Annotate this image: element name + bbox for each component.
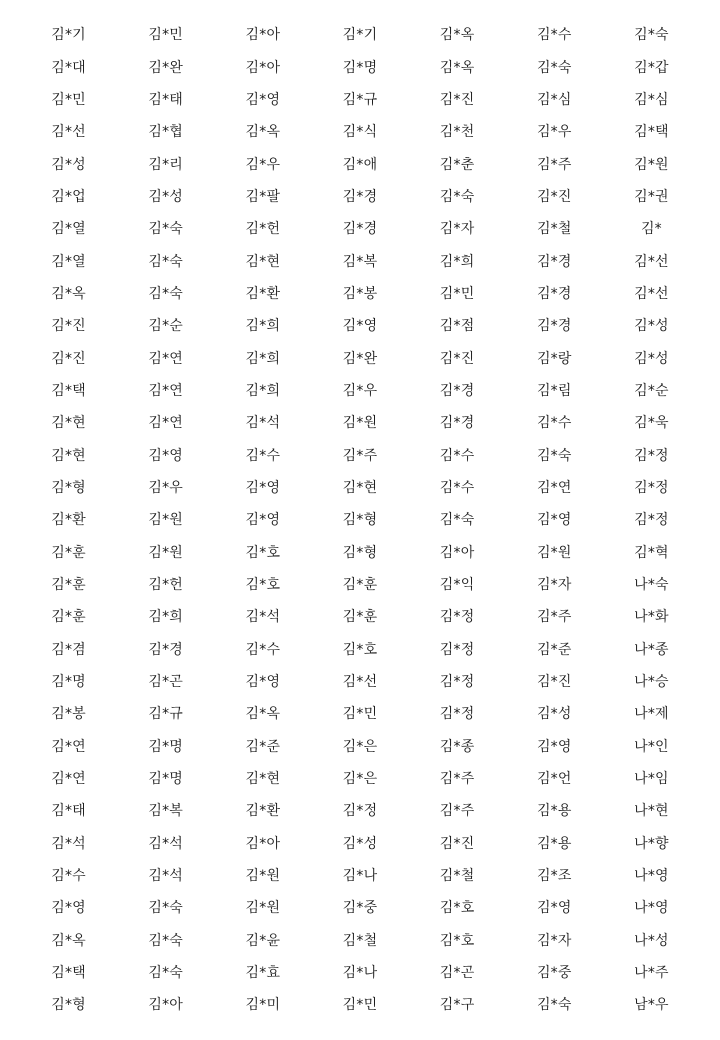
name-cell: 김*아 [245,27,281,44]
name-cell: 김*기 [51,27,86,44]
name-cell: 김*철 [536,221,572,238]
name-cell: 김*훈 [342,609,378,626]
name-cell: 김*헌 [245,221,281,238]
name-cell: 김*정 [342,803,378,820]
name-cell: 김*옥 [51,285,86,302]
name-cell: 김*윤 [245,932,281,949]
name-cell: 나*주 [634,965,669,982]
name-cell: 김*랑 [536,350,572,367]
name-cell: 김*성 [148,188,184,205]
name-cell: 김*봉 [51,706,86,723]
name-cell: 김*철 [439,868,475,885]
name-cell: 김*경 [342,221,378,238]
name-cell: 김*숙 [536,447,572,464]
name-cell: 김*성 [634,318,669,335]
name-cell: 김*원 [148,544,184,561]
name-cell: 김*겸 [51,641,86,658]
name-cell: 김*진 [536,188,572,205]
name-cell: 김*주 [439,803,475,820]
name-cell: 김*복 [342,253,378,270]
name-cell: 김*연 [536,479,572,496]
name-cell: 김*영 [148,447,184,464]
name-cell: 김*나 [342,965,378,982]
name-cell: 김*정 [439,609,475,626]
name-cell: 김*점 [439,318,475,335]
name-cell: 김*곤 [148,674,184,691]
name-cell: 김*우 [342,382,378,399]
name-cell: 김*옥 [439,59,475,76]
name-cell: 김*열 [51,253,86,270]
name-cell: 김*연 [51,738,86,755]
name-cell: 김*명 [148,771,184,788]
name-cell: 김*수 [536,415,572,432]
name-cell: 김*영 [245,479,281,496]
name-cell: 김*원 [148,512,184,529]
name-cell: 김*호 [342,641,378,658]
name-cell: 김*자 [536,932,572,949]
name-cell: 김*준 [245,738,281,755]
name-cell: 김*주 [536,156,572,173]
name-cell: 김*민 [51,91,86,108]
name-cell: 나*제 [634,706,669,723]
name-cell: 김*혁 [634,544,669,561]
name-cell: 김*원 [245,868,281,885]
name-cell: 김*완 [342,350,378,367]
name-cell: 김* [640,221,662,238]
name-cell: 김*희 [245,382,281,399]
name-cell: 김*민 [342,706,378,723]
name-cell: 김*호 [245,544,281,561]
name-cell: 김*선 [634,253,669,270]
name-cell: 김*수 [245,447,281,464]
name-cell: 김*철 [342,932,378,949]
name-cell: 김*봉 [342,285,378,302]
name-cell: 김*심 [634,91,669,108]
name-cell: 나*화 [634,609,669,626]
name-cell: 김*호 [439,932,475,949]
name-cell: 김*경 [536,253,572,270]
name-cell: 김*정 [634,479,669,496]
name-cell: 김*환 [245,285,281,302]
name-cell: 김*진 [439,350,475,367]
name-cell: 김*경 [342,188,378,205]
name-cell: 김*훈 [342,577,378,594]
name-cell: 김*환 [51,512,86,529]
name-cell: 김*수 [439,479,475,496]
name-cell: 나*승 [634,674,669,691]
name-cell: 김*애 [342,156,378,173]
name-cell: 김*경 [439,415,475,432]
name-cell: 김*열 [51,221,86,238]
name-cell: 김*천 [439,124,475,141]
name-cell: 김*우 [245,156,281,173]
name-cell: 김*규 [148,706,184,723]
name-cell: 김*형 [342,544,378,561]
name-cell: 김*규 [342,91,378,108]
name-cell: 김*성 [634,350,669,367]
name-cell: 김*숙 [148,932,184,949]
name-cell: 김*석 [51,835,86,852]
name-cell: 김*훈 [51,609,86,626]
name-cell: 김*리 [148,156,184,173]
name-cell: 김*숙 [148,285,184,302]
name-cell: 김*주 [342,447,378,464]
name-cell: 김*구 [439,997,475,1014]
name-cell: 김*현 [51,415,86,432]
name-cell: 김*형 [51,997,86,1014]
name-cell: 김*호 [439,900,475,917]
name-cell: 나*성 [634,932,669,949]
name-cell: 김*호 [245,577,281,594]
name-cell: 김*효 [245,965,281,982]
name-cell: 나*종 [634,641,669,658]
name-cell: 김*춘 [439,156,475,173]
name-cell: 김*권 [634,188,669,205]
name-cell: 김*원 [342,415,378,432]
name-cell: 남*우 [634,997,669,1014]
name-cell: 김*조 [536,868,572,885]
name-cell: 김*숙 [536,59,572,76]
name-list-grid [20,19,700,1022]
name-cell: 김*희 [148,609,184,626]
name-cell: 나*현 [634,803,669,820]
name-cell: 나*인 [634,738,669,755]
name-cell: 김*심 [536,91,572,108]
name-cell: 김*숙 [148,253,184,270]
name-cell: 나*임 [634,771,669,788]
name-cell: 김*현 [245,253,281,270]
name-cell: 김*선 [342,674,378,691]
name-cell: 김*식 [342,124,378,141]
name-cell: 김*민 [439,285,475,302]
name-cell: 김*훈 [51,577,86,594]
name-cell: 김*석 [245,609,281,626]
name-cell: 김*옥 [245,124,281,141]
name-cell: 나*영 [634,900,669,917]
name-cell: 김*영 [245,674,281,691]
name-cell: 김*아 [439,544,475,561]
name-cell: 김*형 [51,479,86,496]
name-cell: 김*숙 [148,221,184,238]
name-cell: 김*숙 [439,512,475,529]
name-cell: 김*업 [51,188,86,205]
name-cell: 김*영 [342,318,378,335]
name-cell: 김*중 [342,900,378,917]
name-cell: 김*헌 [148,577,184,594]
name-cell: 김*아 [245,59,281,76]
name-cell: 김*용 [536,803,572,820]
name-cell: 김*훈 [51,544,86,561]
name-cell: 김*경 [536,285,572,302]
name-cell: 김*수 [245,641,281,658]
name-cell: 김*경 [148,641,184,658]
name-cell: 김*곤 [439,965,475,982]
name-cell: 나*숙 [634,577,669,594]
name-cell: 김*영 [536,900,572,917]
name-cell: 김*석 [148,868,184,885]
name-cell: 김*종 [439,738,475,755]
name-cell: 김*현 [51,447,86,464]
name-cell: 김*희 [245,350,281,367]
name-cell: 김*완 [148,59,184,76]
name-cell: 나*향 [634,835,669,852]
name-cell: 김*연 [148,382,184,399]
name-cell: 김*수 [536,27,572,44]
name-cell: 김*연 [148,350,184,367]
name-cell: 김*주 [536,609,572,626]
name-cell: 김*원 [536,544,572,561]
name-cell: 김*민 [148,27,184,44]
name-cell: 김*진 [536,674,572,691]
name-cell: 김*우 [536,124,572,141]
name-cell: 김*영 [245,91,281,108]
name-cell: 김*현 [342,479,378,496]
name-cell: 김*정 [439,674,475,691]
name-cell: 김*대 [51,59,86,76]
name-cell: 김*택 [634,124,669,141]
name-cell: 김*욱 [634,415,669,432]
name-cell: 김*희 [439,253,475,270]
name-cell: 김*태 [51,803,86,820]
name-cell: 김*숙 [148,965,184,982]
name-cell: 김*진 [51,318,86,335]
name-cell: 김*용 [536,835,572,852]
name-cell: 김*택 [51,965,86,982]
name-cell: 김*숙 [439,188,475,205]
name-cell: 김*정 [439,641,475,658]
name-cell: 김*옥 [439,27,475,44]
name-cell: 김*숙 [536,997,572,1014]
name-cell: 김*중 [536,965,572,982]
name-cell: 김*자 [439,221,475,238]
name-cell: 김*순 [148,318,184,335]
name-cell: 김*아 [245,835,281,852]
name-cell: 김*택 [51,382,86,399]
name-cell: 김*우 [148,479,184,496]
name-cell: 김*성 [342,835,378,852]
name-cell: 김*수 [51,868,86,885]
name-cell: 김*경 [536,318,572,335]
name-cell: 김*아 [148,997,184,1014]
name-cell: 김*경 [439,382,475,399]
name-cell: 김*정 [634,512,669,529]
name-cell: 김*림 [536,382,572,399]
name-cell: 김*진 [439,835,475,852]
name-cell: 김*원 [245,900,281,917]
name-cell: 김*형 [342,512,378,529]
name-cell: 김*원 [634,156,669,173]
name-cell: 김*숙 [634,27,669,44]
name-cell: 김*현 [245,771,281,788]
name-cell: 김*민 [342,997,378,1014]
name-cell: 김*준 [536,641,572,658]
name-cell: 김*정 [439,706,475,723]
name-cell: 김*성 [536,706,572,723]
name-cell: 김*명 [148,738,184,755]
name-cell: 김*연 [51,771,86,788]
name-cell: 김*영 [245,512,281,529]
name-cell: 김*희 [245,318,281,335]
name-cell: 김*옥 [245,706,281,723]
name-cell: 김*진 [51,350,86,367]
name-cell: 김*환 [245,803,281,820]
name-cell: 나*영 [634,868,669,885]
name-cell: 김*은 [342,738,378,755]
name-cell: 김*연 [148,415,184,432]
name-cell: 김*수 [439,447,475,464]
name-cell: 김*복 [148,803,184,820]
name-cell: 김*명 [342,59,378,76]
name-cell: 김*미 [245,997,281,1014]
name-cell: 김*나 [342,868,378,885]
name-cell: 김*성 [51,156,86,173]
name-cell: 김*석 [148,835,184,852]
name-cell: 김*정 [634,447,669,464]
name-cell: 김*갑 [634,59,669,76]
name-cell: 김*명 [51,674,86,691]
name-cell: 김*석 [245,415,281,432]
name-cell: 김*영 [536,512,572,529]
name-cell: 김*팔 [245,188,281,205]
name-cell: 김*영 [536,738,572,755]
name-cell: 김*언 [536,771,572,788]
name-cell: 김*자 [536,577,572,594]
name-cell: 김*협 [148,124,184,141]
name-cell: 김*순 [634,382,669,399]
name-cell: 김*선 [51,124,86,141]
name-cell: 김*익 [439,577,475,594]
name-cell: 김*영 [51,900,86,917]
name-cell: 김*기 [342,27,378,44]
name-cell: 김*숙 [148,900,184,917]
name-cell: 김*태 [148,91,184,108]
name-cell: 김*진 [439,91,475,108]
name-cell: 김*선 [634,285,669,302]
name-cell: 김*주 [439,771,475,788]
name-cell: 김*옥 [51,932,86,949]
name-cell: 김*은 [342,771,378,788]
